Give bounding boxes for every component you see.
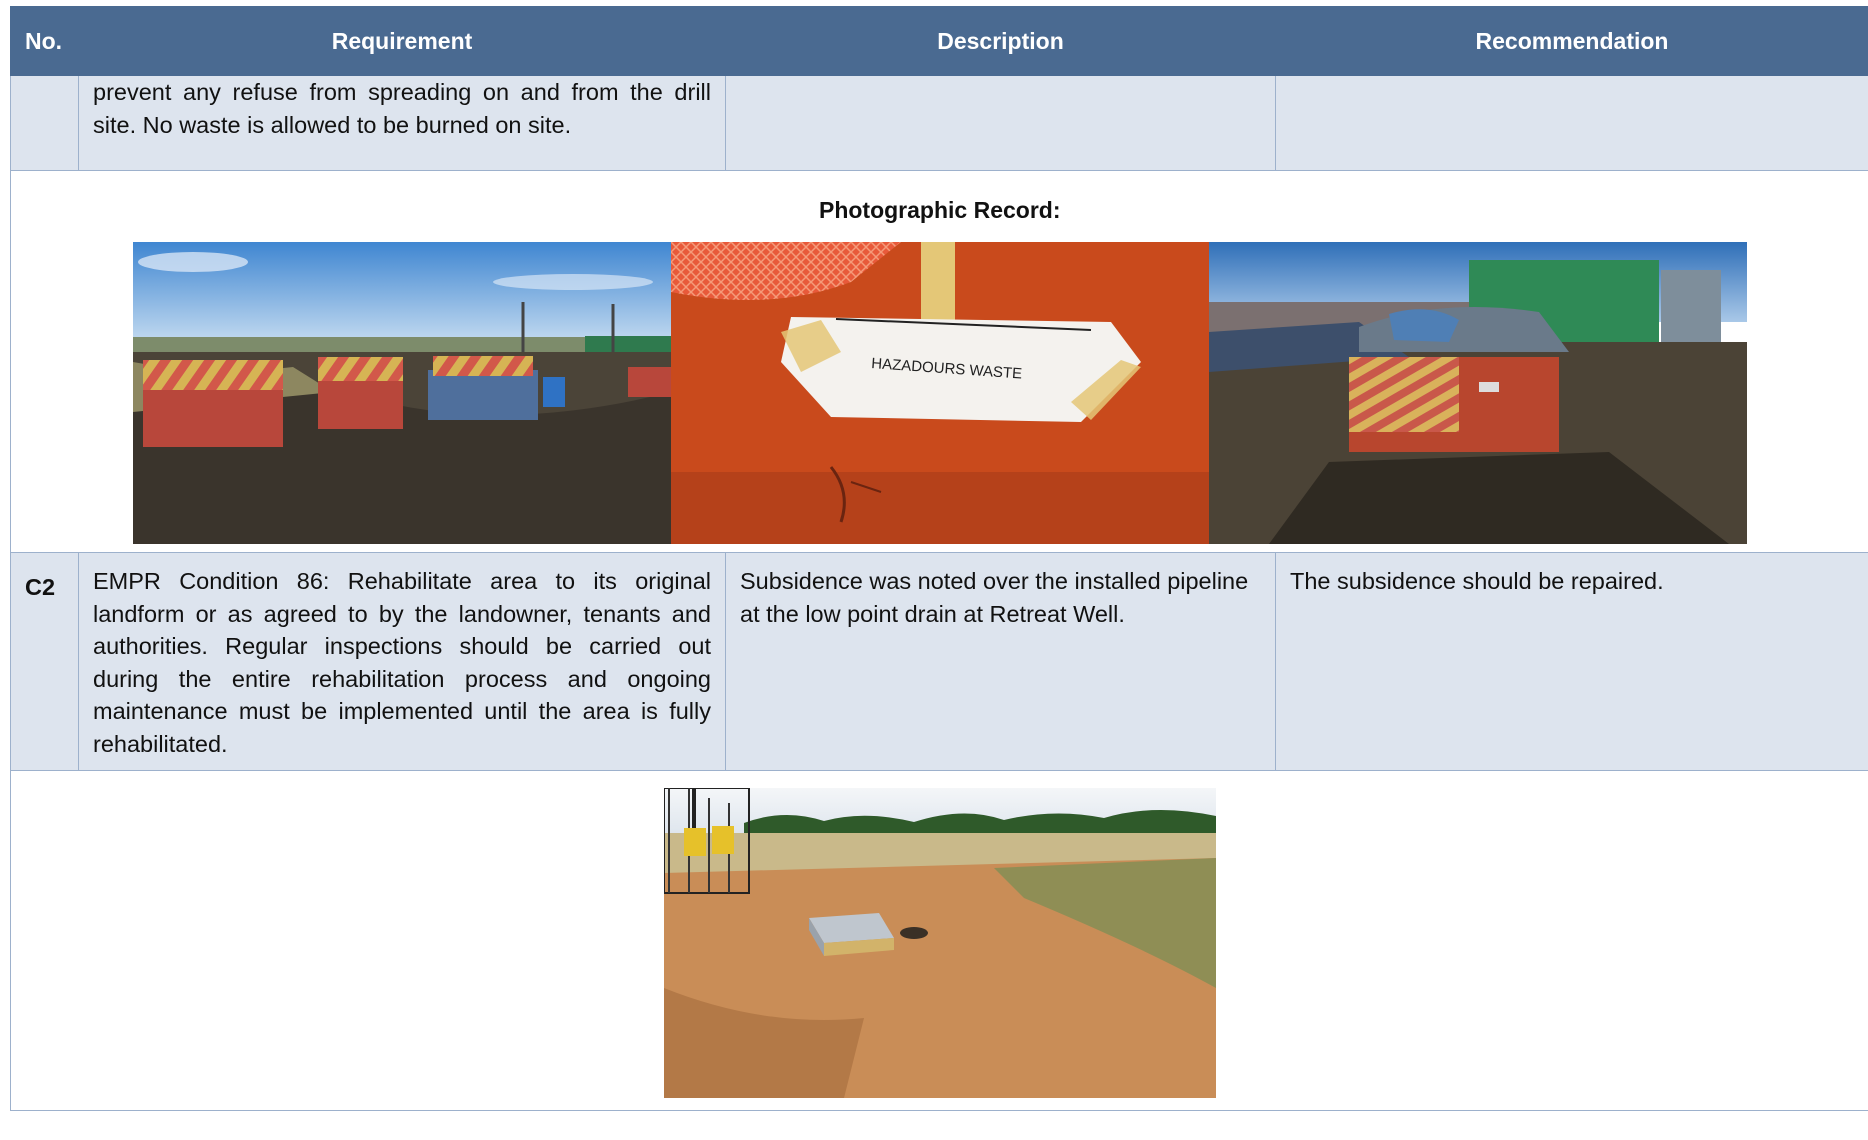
description-cell bbox=[726, 76, 1276, 171]
photo-subsidence-low-point-drain bbox=[664, 788, 1216, 1098]
subsidence-image bbox=[664, 788, 1216, 1098]
header-no: No. bbox=[11, 7, 79, 76]
photo-strip bbox=[133, 242, 1747, 544]
header-requirement: Requirement bbox=[79, 7, 726, 76]
photo-skip-bins-row bbox=[133, 242, 671, 544]
report-table-container bbox=[10, 6, 1868, 1111]
photo-record-row bbox=[11, 171, 1868, 553]
requirement-cell: EMPR Condition 86: Rehabilitate area to its original landform or as agreed to by the landowner, tenants and authorities. Regular inspections should be carried out during the entire rehabilitation process and ongoing maintenance must be implemented until the area is fully rehabilitated. bbox=[79, 553, 726, 771]
photo-loaded-skip-bin bbox=[1209, 242, 1747, 544]
header-description: Description bbox=[726, 7, 1276, 76]
table-header-row bbox=[11, 7, 1868, 76]
header-recommendation: Recommendation bbox=[1276, 7, 1868, 76]
recommendation-cell: The subsidence should be repaired. bbox=[1276, 553, 1868, 771]
sign-text: HAZADOURS WASTE bbox=[870, 355, 1023, 383]
photo-record-cell bbox=[11, 171, 1868, 553]
row-number bbox=[11, 76, 79, 171]
table-row bbox=[11, 76, 1868, 171]
row-number: C2 bbox=[11, 553, 79, 771]
photo-cell bbox=[11, 771, 1868, 1111]
hazardous-waste-sign-image bbox=[671, 242, 1209, 544]
table-row bbox=[11, 553, 1868, 771]
recommendation-cell bbox=[1276, 76, 1868, 171]
loaded-skip-bin-image bbox=[1209, 242, 1747, 544]
photo-row bbox=[11, 771, 1868, 1111]
requirement-cell: prevent any refuse from spreading on and from the drill site. No waste is allowed to be burned on site. bbox=[79, 76, 726, 171]
compliance-table bbox=[10, 6, 1868, 1111]
photo-record-title: Photographic Record: bbox=[818, 197, 1061, 223]
skip-bins-image bbox=[133, 242, 671, 544]
description-cell: Subsidence was noted over the installed pipeline at the low point drain at Retreat Well. bbox=[726, 553, 1276, 771]
photo-hazardous-waste-sign bbox=[671, 242, 1209, 544]
